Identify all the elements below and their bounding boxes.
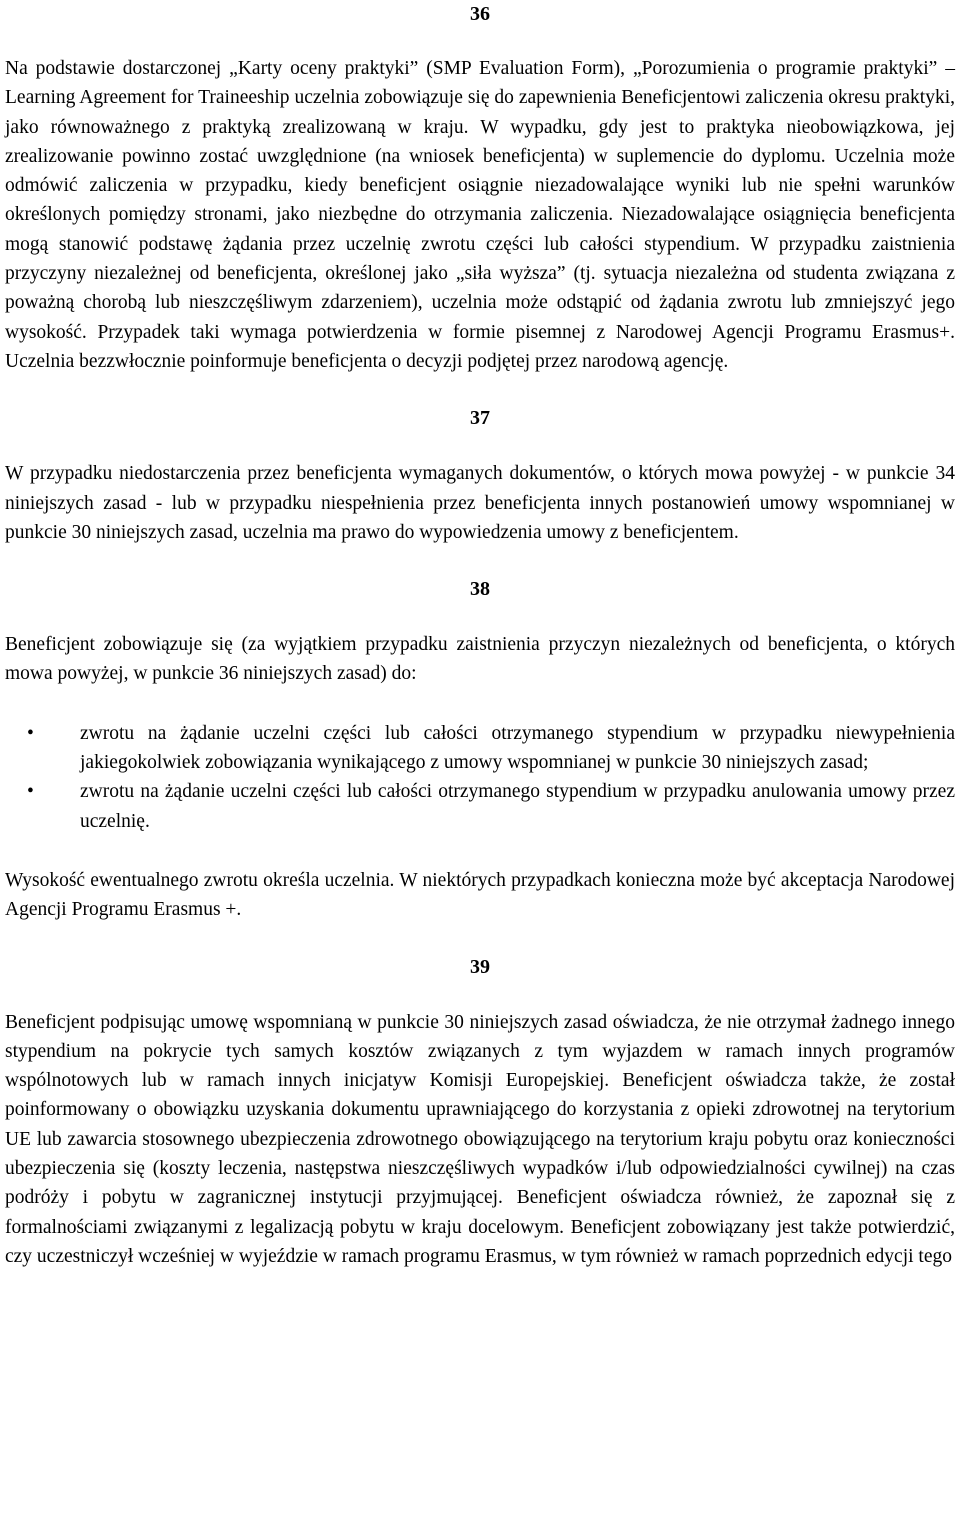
list-item xyxy=(5,719,955,778)
section-number-36: 36 xyxy=(470,3,490,25)
document-page xyxy=(5,0,955,1271)
section-37-paragraph: W przypadku niedostarczenia przez beneficjenta wymaganych dokumentów, o których mowa powyżej - w punkcie 34 niniejszych zasad - lub w przypadku niespełnienia przez beneficjenta innych postanowień umowy wspomnianej w punkcie 30 niniejszych zasad, uczelnia ma prawo do wypowiedzenia umowy z beneficjentem. xyxy=(5,463,955,543)
section-36-paragraph: Na podstawie dostarczonej „Karty oceny praktyki” (SMP Evaluation Form), „Porozumienia o programie praktyki” – Learning Agreement for Traineeship uczelnia zobowiązuje się do zapewnienia Beneficjentowi zaliczenia okresu praktyki, jako równoważnego z praktyką zrealizowaną w kraju. W wypadku, gdy jest to praktyka nieobowiązkowa, jej zrealizowanie powinno zostać uwzględnione (na wniosek beneficjenta) w suplemencie do dyplomu. Uczelnia może odmówić zaliczenia w przypadku, kiedy beneficjent osiągnie niezadowalające wyniki lub nie spełni warunków określonych pomiędzy stronami, jako niezbędne do otrzymania zaliczenia. Niezadowalające osiągnięcia beneficjenta mogą stanowić podstawę żądania przez uczelnię zwrotu części lub całości stypendium. W przypadku zaistnienia przyczyny niezależnej od beneficjenta, określonej jako „siła wyższa” (tj. sytuacja niezależna od studenta związana z poważną chorobą lub nieszczęśliwym zdarzeniem), uczelnia może odstąpić od żądania zwrotu lub zmniejszyć jego wysokość. Przypadek taki wymaga potwierdzenia w formie pisemnej z Narodowej Agencji Programu Erasmus+. Uczelnia bezzwłocznie poinformuje beneficjenta o decyzji podjętej przez narodową agencję. xyxy=(5,58,955,372)
list-item-text: zwrotu na żądanie uczelni części lub całości otrzymanego stypendium w przypadku anulowania umowy przez uczelnię. xyxy=(80,781,955,832)
list-item xyxy=(5,777,955,836)
section-38-outro: Wysokość ewentualnego zwrotu określa uczelnia. W niektórych przypadkach konieczna może być akceptacja Narodowej Agencji Programu Erasmus +. xyxy=(5,869,955,921)
bullet-icon: • xyxy=(27,781,34,803)
section-number-37: 37 xyxy=(470,407,490,430)
bullet-icon: • xyxy=(27,722,34,744)
section-38-bullet-list xyxy=(5,719,955,836)
section-38-intro: Beneficjent zobowiązuje się (za wyjątkiem przypadku zaistnienia przyczyn niezależnych od beneficjenta, o których mowa powyżej, w punkcie 36 niniejszych zasad) do: xyxy=(5,634,955,685)
section-number-39: 39 xyxy=(470,955,490,978)
section-number-38: 38 xyxy=(470,578,490,601)
section-39-paragraph: Beneficjent podpisując umowę wspomnianą w punkcie 30 niniejszych zasad oświadcza, że nie otrzymał żadnego innego stypendium na pokrycie tych samych kosztów związanych z tym wyjazdem w ramach innych programów wspólnotowych lub w ramach innych inicjatyw Komisji Europejskiej. Beneficjent oświadcza także, że został poinformowany o obowiązku uzyskania dokumentu uprawniającego do korzystania z opieki zdrowotnej na terytorium UE lub zawarcia stosownego ubezpieczenia zdrowotnego obowiązującego na terytorium kraju pobytu oraz konieczności ubezpieczenia się (koszty leczenia, następstwa nieszczęśliwych wypadków i/lub odpowiedzialności cywilnej) na czas podróży i pobytu w zagranicznej instytucji przyjmującej. Beneficjent oświadcza również, że zapoznał się z formalnościami związanymi z legalizacją pobytu w kraju docelowym. Beneficjent zobowiązany jest także potwierdzić, czy uczestniczył wcześniej w wyjeździe w ramach programu Erasmus, w tym również w ramach poprzednich edycji tego xyxy=(5,1011,955,1267)
list-item-text: zwrotu na żądanie uczelni części lub całości otrzymanego stypendium w przypadku niewypełnienia jakiegokolwiek zobowiązania wynikającego z umowy wspomnianej w punkcie 30 niniejszych zasad; xyxy=(80,722,955,774)
